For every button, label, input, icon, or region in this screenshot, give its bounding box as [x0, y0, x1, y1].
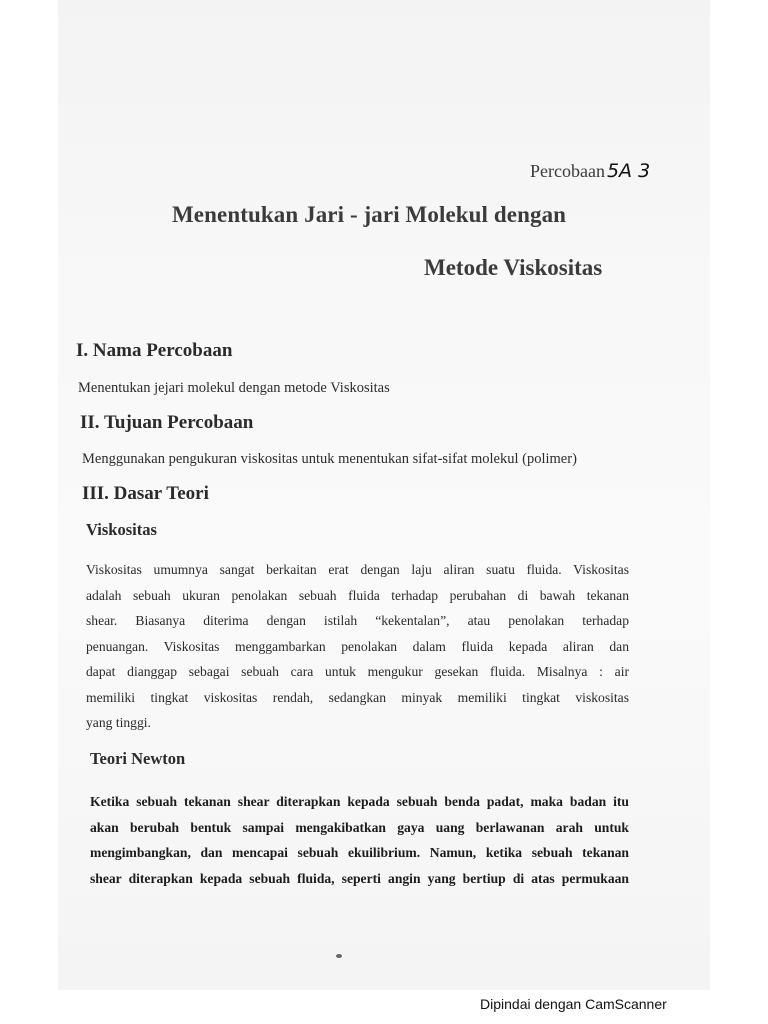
experiment-label: Percobaan — [530, 161, 605, 181]
scanned-page — [58, 0, 710, 990]
section-heading-tujuan: II. Tujuan Percobaan — [80, 412, 254, 433]
paragraph-line: yang tinggi. — [86, 715, 151, 730]
section-heading-nama: I. Nama Percobaan — [76, 340, 233, 361]
subheading-viskositas: Viskositas — [86, 520, 157, 539]
paragraph-line: mengimbangkan, dan mencapai sebuah ekuilibrium. Namun, ketika sebuah tekanan — [90, 845, 629, 860]
paragraph-teori-newton — [90, 789, 629, 891]
paragraph-line: dapat dianggap sebagai sebuah cara untuk mengukur gesekan fluida. Misalnya : air — [86, 664, 629, 679]
paragraph-line: adalah sebuah ukuran penolakan sebuah fluida terhadap perubahan di bawah tekanan — [86, 587, 629, 603]
paragraph-line: Viskositas umumnya sangat berkaitan erat dengan laju aliran suatu fluida. Viskositas — [86, 562, 629, 577]
paragraph-line: shear. Biasanya diterima dengan istilah “kekentalan”, atau penolakan terhadap — [86, 613, 629, 628]
subheading-teori-newton: Teori Newton — [90, 749, 186, 768]
section-text-tujuan: Menggunakan pengukuran viskositas untuk menentukan sifat-sifat molekul (polimer) — [82, 451, 577, 467]
scan-speck — [336, 954, 342, 958]
paragraph-line: shear diterapkan kepada sebuah fluida, seperti angin yang bertiup di atas permukaan — [90, 870, 629, 886]
document-title-line2: Metode Viskositas — [424, 255, 603, 280]
document-paper — [58, 0, 710, 990]
paragraph-line: penuangan. Viskositas menggambarkan penolakan dalam fluida kepada aliran dan — [86, 638, 629, 654]
paragraph-line: akan berubah bentuk sampai mengakibatkan gaya uang berlawanan arah untuk — [90, 819, 629, 835]
section-text-nama: Menentukan jejari molekul dengan metode Viskositas — [78, 380, 390, 396]
paragraph-line: memiliki tingkat viskositas rendah, sedangkan minyak memiliki tingkat viskositas — [86, 689, 629, 705]
experiment-number: 5A 3 — [606, 160, 651, 182]
section-heading-dasar: III. Dasar Teori — [82, 483, 209, 504]
document-title-line1: Menentukan Jari - jari Molekul dengan — [172, 202, 567, 227]
camscanner-watermark: Dipindai dengan CamScanner — [480, 996, 667, 1012]
paragraph-viskositas — [86, 557, 629, 736]
experiment-header — [530, 160, 650, 182]
paragraph-line: Ketika sebuah tekanan shear diterapkan kepada sebuah benda padat, maka badan itu — [90, 794, 629, 809]
